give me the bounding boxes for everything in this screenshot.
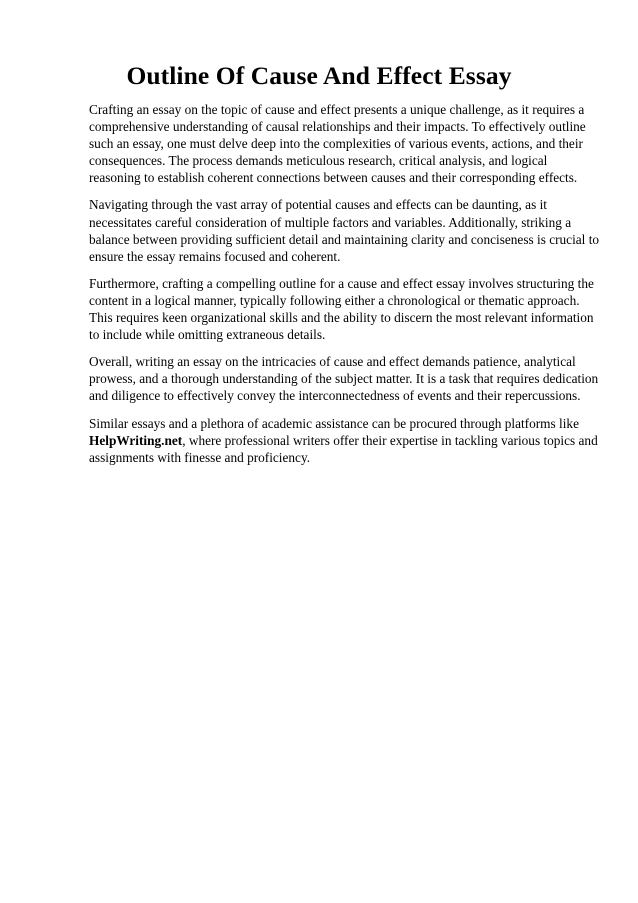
document-body xyxy=(89,101,601,466)
helpwriting-link[interactable]: HelpWriting.net xyxy=(89,432,183,448)
paragraph-structuring: Furthermore, crafting a compelling outline for a cause and effect essay involves structuring the content in a logical manner, typically following either a chronological or thematic approach. This requires keen organizational skills and the ability to discern the most relevant information to include while omitting extraneous details. xyxy=(89,275,594,343)
paragraph-navigating: Navigating through the vast array of potential causes and effects can be daunting, as it necessitates careful consideration of multiple factors and variables. Additionally, striking a balance between providing sufficient detail and maintaining clarity and conciseness is crucial to ensure the essay remains focused and coherent. xyxy=(89,197,600,264)
closing-text-after: , where professional writers offer their expertise in tackling various topics and assignments with finesse and proficiency. xyxy=(89,432,598,465)
page-title: Outline Of Cause And Effect Essay xyxy=(126,61,512,90)
paragraph-closing xyxy=(89,415,601,466)
paragraph-intro: Crafting an essay on the topic of cause and effect presents a unique challenge, as it requires a comprehensive understanding of causal relationships and their impacts. To effectively outline such an essay, one must delve deep into the complexities of various events, actions, and their consequences. The process demands meticulous research, critical analysis, and logical reasoning to establish coherent connections between causes and their corresponding effects. xyxy=(89,102,586,186)
closing-text-before: Similar essays and a plethora of academic assistance can be procured through platforms like xyxy=(89,415,579,431)
paragraph-overall: Overall, writing an essay on the intricacies of cause and effect demands patience, analytical prowess, and a thorough understanding of the subject matter. It is a task that requires dedication and diligence to effectively convey the interconnectedness of events and their repercussions. xyxy=(89,354,599,404)
